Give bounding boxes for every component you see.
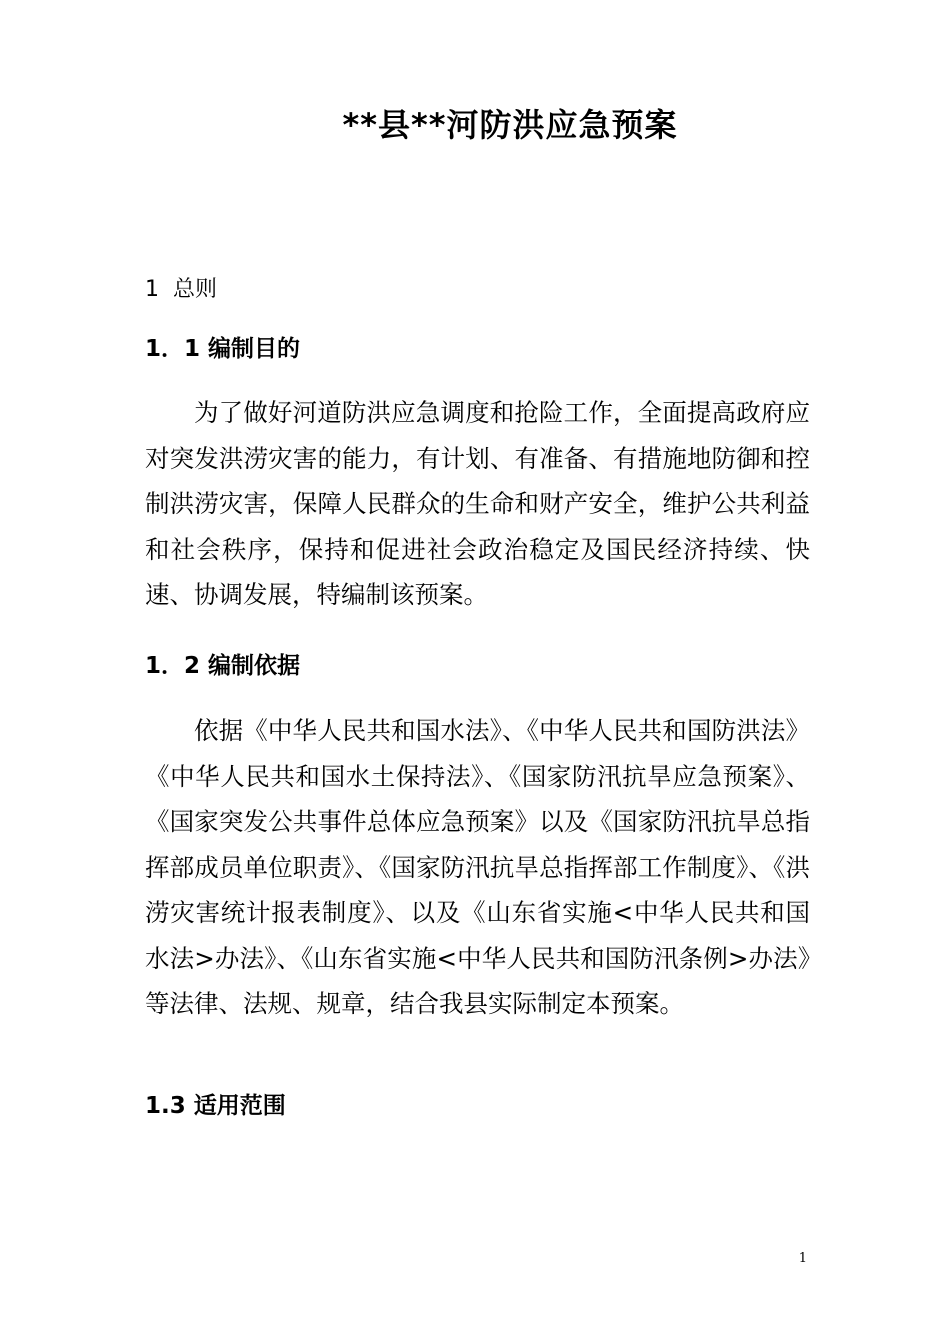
- section-1-heading: [145, 272, 810, 303]
- section-1-1-paragraph: 为了做好河道防洪应急调度和抢险工作，全面提高政府应对突发洪涝灾害的能力，有计划、有准备、有措施地防御和控制洪涝灾害，保障人民群众的生命和财产安全，维护公共利益和社会秩序，保持和促进社会政治稳定及国民经济持续、快速、协调发展，特编制该预案。: [145, 398, 810, 609]
- section-1-3-heading: 1.3 适用范围: [145, 1093, 286, 1119]
- page-number: 1: [798, 1251, 807, 1266]
- document-title: **县**河防洪应急预案: [342, 106, 678, 144]
- section-1-2-paragraph: 依据《中华人民共和国水法》、《中华人民共和国防洪法》《中华人民共和国水土保持法》、《国家防汛抗旱应急预案》、《国家突发公共事件总体应急预案》以及《国家防汛抗旱总指挥部成员单位职责》、《国家防汛抗旱总指挥部工作制度》、《洪涝灾害统计报表制度》、以及《山东省实施<中华人民共和国水法>办法》、《山东省实施<中华人民共和国防汛条例>办法》等法律、法规、规章，结合我县实际制定本预案。: [145, 716, 810, 1018]
- section-1-1-heading: 1．1 编制目的: [145, 336, 301, 362]
- section-1-title: 总则: [173, 277, 218, 302]
- section-1-number: 1: [145, 277, 159, 302]
- section-1-2-heading: 1．2 编制依据: [145, 653, 301, 679]
